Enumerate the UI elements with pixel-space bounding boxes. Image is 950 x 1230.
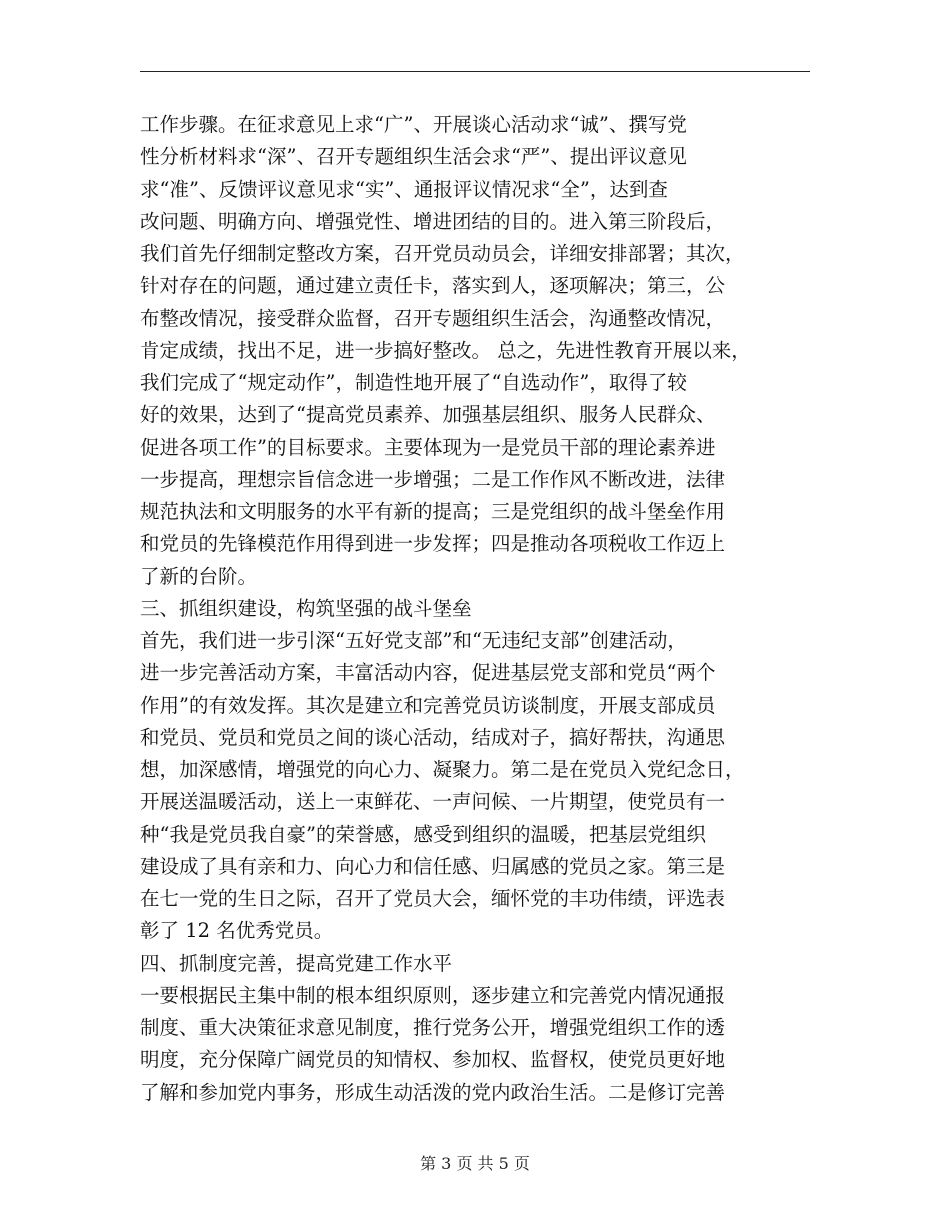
text-line: 四、抓制度完善，提高党建工作水平: [140, 951, 453, 975]
text-line: 想，加深感情，增强党的向心力、凝聚力。第二是在党员入党纪念日，: [140, 758, 745, 781]
text-line: 求“准”、反馈评议意见求“实”、通报评议情况求“全”，达到查: [140, 177, 668, 201]
text-line: 在七一党的生日之际，召开了党员大会，缅怀党的丰功伟绩，评选表: [140, 887, 726, 910]
page-footer: 第 3 页 共 5 页: [420, 1154, 530, 1173]
text-line: 促进各项工作”的目标要求。主要体现为一是党员干部的理论素养进: [140, 435, 716, 459]
text-line: 肯定成绩，找出不足，进一步搞好整改。 总之，先进性教育开展以来，: [140, 338, 751, 362]
text-line: 我们完成了“规定动作”，制造性地开展了“自选动作”，取得了较: [140, 371, 687, 394]
text-line: 好的效果，达到了“提高党员素养、加强基层组织、服务人民群众、: [140, 403, 716, 427]
text-line: 开展送温暖活动，送上一束鲜花、一声问候、一片期望，使党员有一: [140, 790, 726, 814]
text-line: 了解和参加党内事务，形成生动活泼的党内政治生活。二是修订完善: [140, 1080, 726, 1104]
text-line: 彰了 12 名优秀党员。: [140, 919, 334, 943]
text-line: 针对存在的问题，通过建立责任卡，落实到人，逐项解决；第三，公: [140, 274, 726, 298]
text-line: 进一步完善活动方案，丰富活动内容，促进基层党支部和党员“两个: [140, 661, 716, 685]
text-line: 种“我是党员我自豪”的荣誉感，感受到组织的温暖，把基层党组织: [140, 822, 706, 846]
text-line: 一步提高，理想宗旨信念进一步增强；二是工作作风不断改进，法律: [140, 467, 726, 491]
text-line: 改问题、明确方向、增强党性、增进团结的目的。进入第三阶段后，: [140, 209, 726, 233]
body-text: [140, 109, 812, 1109]
text-line: 三、抓组织建设，构筑坚强的战斗堡垒: [140, 596, 472, 620]
text-line: 首先，我们进一步引深“五好党支部”和“无违纪支部”创建活动，: [140, 629, 687, 652]
text-line: 性分析材料求“深”、召开专题组织生活会求“严”、提出评议意见: [140, 145, 687, 169]
text-line: 布整改情况，接受群众监督，召开专题组织生活会，沟通整改情况，: [140, 306, 726, 330]
text-line: 明度，充分保障广阔党员的知情权、参加权、监督权，使党员更好地: [140, 1048, 726, 1072]
text-line: 制度、重大决策征求意见制度，推行党务公开，增强党组织工作的透: [140, 1016, 726, 1039]
header-rule: [140, 71, 810, 72]
text-line: 和党员的先锋模范作用得到进一步发挥；四是推动各项税收工作迈上: [140, 532, 726, 556]
text-line: 规范执法和文明服务的水平有新的提高；三是党组织的战斗堡垒作用: [140, 500, 726, 523]
text-line: 工作步骤。在征求意见上求“广”、开展谈心活动求“诚”、撰写党: [140, 113, 687, 136]
text-line: 和党员、党员和党员之间的谈心活动，结成对子，搞好帮扶，沟通思: [140, 725, 726, 749]
text-line: 了新的台阶。: [140, 564, 258, 588]
text-line: 作用”的有效发挥。其次是建立和完善党员访谈制度，开展支部成员: [140, 693, 716, 717]
text-line: 我们首先仔细制定整改方案，召开党员动员会，详细安排部署；其次，: [140, 242, 745, 265]
text-line: 建设成了具有亲和力、向心力和信任感、归属感的党员之家。第三是: [140, 854, 726, 878]
text-line: 一要根据民主集中制的根本组织原则，逐步建立和完善党内情况通报: [140, 983, 726, 1007]
